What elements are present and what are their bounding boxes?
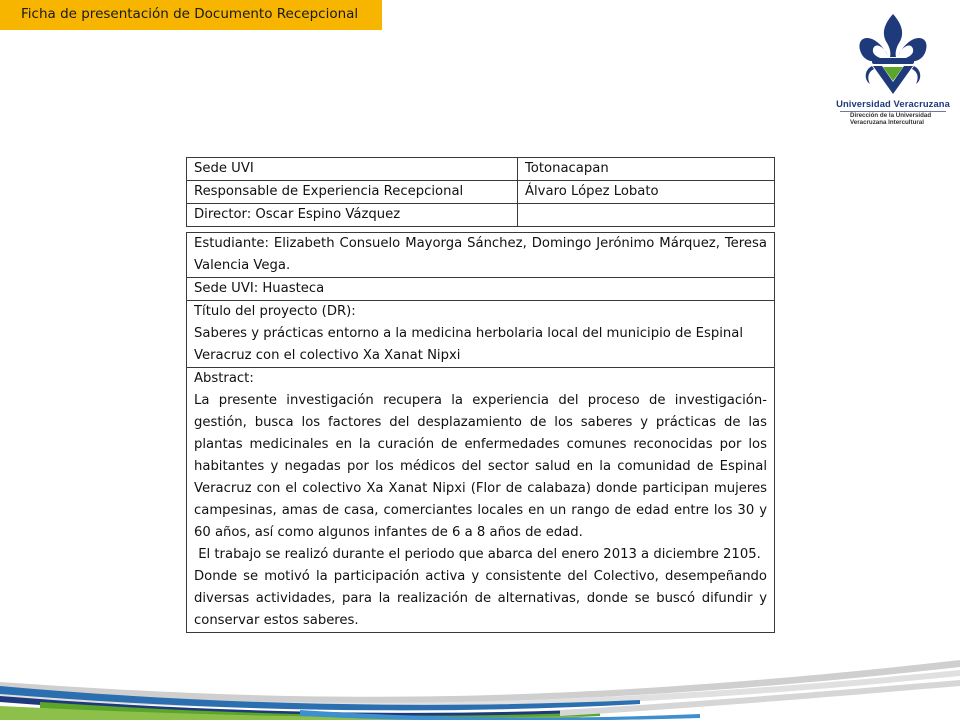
table-row (187, 301, 775, 368)
details-table (186, 232, 775, 633)
table-row (187, 233, 775, 278)
table-row (187, 158, 775, 181)
responsable-value: Álvaro López Lobato (518, 181, 775, 204)
logo-subtitle-line-2: Veracruzana Intercultural (850, 118, 924, 126)
director-cell: Director: Oscar Espino Vázquez (187, 204, 518, 227)
university-logo (836, 12, 950, 130)
sede-value: Totonacapan (518, 158, 775, 181)
abstract-label: Abstract: (194, 371, 254, 386)
page-title: Ficha de presentación de Documento Recepcional (21, 6, 359, 22)
header-band (0, 0, 382, 30)
project-title-cell (187, 301, 775, 368)
table-row (187, 368, 775, 633)
students-cell: Estudiante: Elizabeth Consuelo Mayorga Sánchez, Domingo Jerónimo Márquez, Teresa Valencia Vega. (187, 233, 775, 278)
table-row (187, 181, 775, 204)
sede-label: Sede UVI (187, 158, 518, 181)
responsable-label: Responsable de Experiencia Recepcional (187, 181, 518, 204)
info-table (186, 157, 775, 227)
logo-university-name: Universidad Veracruzana (836, 98, 950, 109)
logo-subtitle (850, 113, 931, 126)
table-row (187, 204, 775, 227)
logo-subtitle-line-1: Dirección de la Universidad (850, 112, 932, 119)
project-title-label: Título del proyecto (DR): (194, 304, 356, 319)
project-title-text: Saberes y prácticas entorno a la medicina herbolaria local del municipio de Espinal Veracruz con el colectivo Xa Xanat Nipxi (194, 326, 744, 363)
decorative-stripes (0, 640, 960, 720)
abstract-paragraph-3: Donde se motivó la participación activa y consistente del Colectivo, desempeñando diversas actividades, para la realización de alternativas, donde se buscó difundir y conservar estos saberes. (194, 569, 767, 628)
fleur-de-lis-icon (836, 12, 950, 98)
abstract-cell (187, 368, 775, 633)
abstract-paragraph-1: La presente investigación recupera la experiencia del proceso de investigación-gestión, busca los factores del desplazamiento de los saberes y prácticas de las plantas medicinales en la curación de enfermedades comunes reconocidas por los habitantes y negadas por los médicos del sector salud en la comunidad de Espinal Veracruz con el colectivo Xa Xanat Nipxi (Flor de calabaza) donde participan mujeres campesinas, amas de casa, comerciantes locales en un rango de edad entre los 30 y 60 años, así como algunos infantes de 6 a 8 años de edad. (194, 393, 767, 540)
table-row (187, 278, 775, 301)
empty-cell (518, 204, 775, 227)
abstract-paragraph-2: El trabajo se realizó durante el periodo que abarca del enero 2013 a diciembre 2105. (194, 547, 761, 562)
sede-huasteca-cell: Sede UVI: Huasteca (187, 278, 775, 301)
